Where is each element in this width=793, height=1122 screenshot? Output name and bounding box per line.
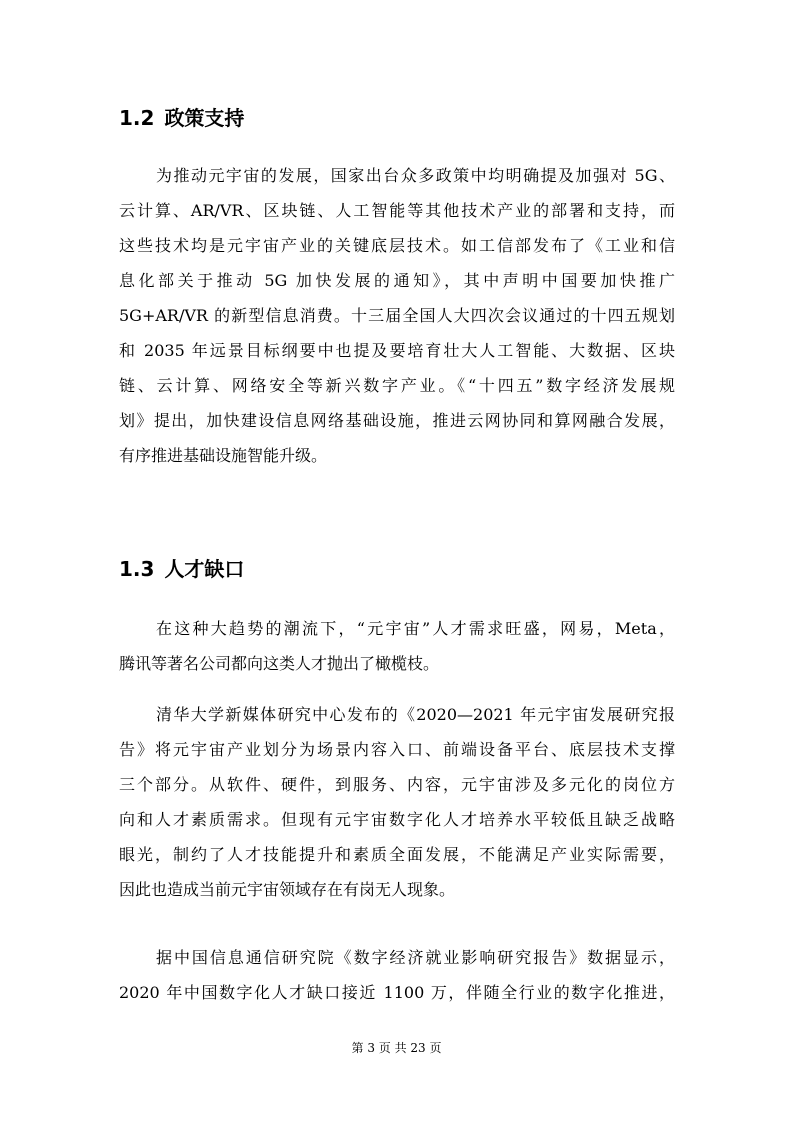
paragraph-line: 划》提出，加快建设信息网络基础设施，推进云网协同和算网融合发展，	[119, 411, 675, 430]
paragraph-line: 5G+AR/VR 的新型信息消费。十三届全国人大四次会议通过的十四五规划	[119, 306, 675, 325]
paragraph-line: 腾讯等著名公司都向这类人才抛出了橄榄枝。	[119, 654, 440, 673]
section-title: 政策支持	[164, 106, 245, 130]
paragraph-line: 三个部分。从软件、硬件，到服务、内容，元宇宙涉及多元化的岗位方	[119, 775, 675, 794]
paragraph-line: 因此也造成当前元宇宙领域存在有岗无人现象。	[119, 880, 456, 899]
paragraph-line: 息化部关于推动 5G 加快发展的通知》，其中声明中国要加快推广	[119, 271, 675, 290]
paragraph-caict-report	[119, 940, 675, 1010]
paragraph-line: 云计算、AR/VR、区块链、人工智能等其他技术产业的部署和支持，而	[119, 201, 675, 220]
paragraph-line: 有序推进基础设施智能升级。	[119, 446, 328, 465]
paragraph-line: 眼光，制约了人才技能提升和素质全面发展，不能满足产业实际需要，	[119, 845, 675, 864]
page-footer: 第 3 页 共 23 页	[351, 1041, 442, 1055]
section-number: 1.2	[119, 106, 155, 130]
paragraph-line: 链、云计算、网络安全等新兴数字产业。《“十四五”数字经济发展规	[119, 376, 675, 395]
paragraph-line: 在这种大趋势的潮流下，“元宇宙”人才需求旺盛，网易，Meta，	[156, 619, 675, 638]
paragraph-line: 2020 年中国数字化人才缺口接近 1100 万，伴随全行业的数字化推进，	[119, 983, 675, 1002]
paragraph-line: 和 2035 年远景目标纲要中也提及要培育壮大人工智能、大数据、区块	[119, 341, 675, 360]
paragraph-line: 告》将元宇宙产业划分为场景内容入口、前端设备平台、底层技术支撑	[119, 740, 675, 759]
paragraph-talent-demand	[119, 611, 675, 681]
section-title: 人才缺口	[164, 557, 245, 581]
section-heading-1-3	[119, 555, 244, 583]
paragraph-line: 这些技术均是元宇宙产业的关键底层技术。如工信部发布了《工业和信	[119, 236, 675, 255]
paragraph-line: 据中国信息通信研究院《数字经济就业影响研究报告》数据显示，	[156, 948, 675, 967]
paragraph-tsinghua-report	[119, 697, 675, 907]
paragraph-policy-support	[119, 158, 675, 473]
paragraph-line: 向和人才素质需求。但现有元宇宙数字化人才培养水平较低且缺乏战略	[119, 810, 675, 829]
paragraph-line: 清华大学新媒体研究中心发布的《2020—2021 年元宇宙发展研究报	[156, 705, 675, 724]
paragraph-line: 为推动元宇宙的发展，国家出台众多政策中均明确提及加强对 5G、	[156, 166, 675, 185]
section-number: 1.3	[119, 557, 155, 581]
section-heading-1-2	[119, 104, 244, 132]
